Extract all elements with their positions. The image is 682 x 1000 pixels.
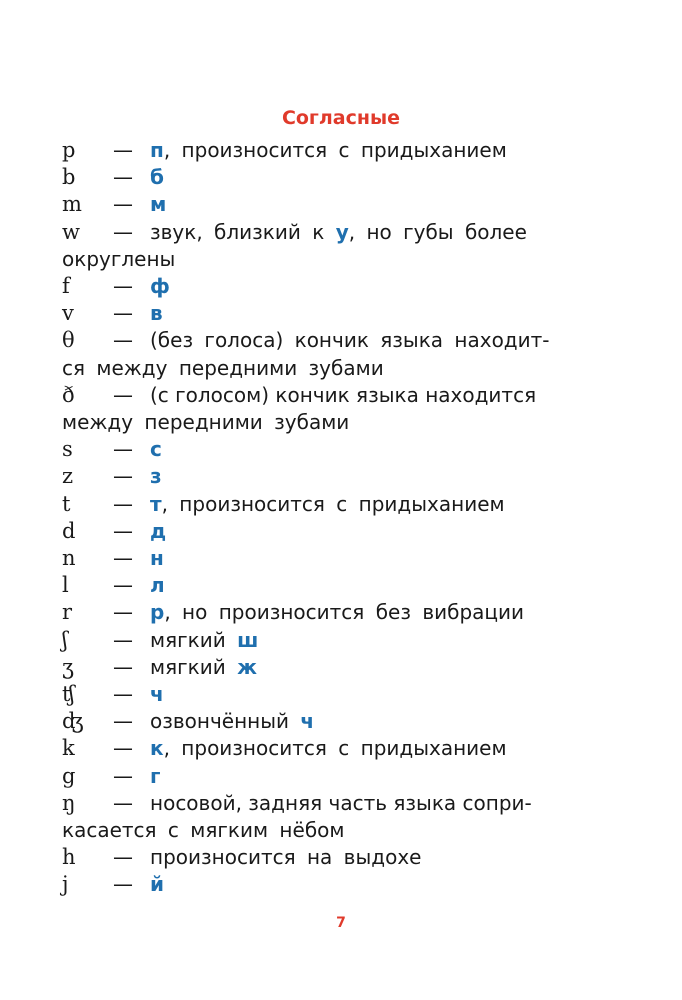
ipa-symbol: j — [62, 872, 69, 897]
consonant-row — [62, 300, 580, 327]
russian-letter: ж — [237, 654, 257, 679]
description — [150, 627, 580, 654]
russian-letter: р — [150, 600, 165, 625]
russian-letter: з — [150, 464, 162, 489]
description-continuation: округлены — [62, 246, 176, 271]
dash: — — [113, 274, 133, 299]
ipa-symbol: ʤ — [62, 709, 84, 734]
dash: — — [113, 382, 133, 407]
ipa-symbol: ʒ — [62, 654, 74, 679]
description-text: , произносится с придыханием — [161, 491, 505, 516]
ipa-symbol: d — [62, 518, 76, 543]
russian-letter: б — [150, 165, 164, 190]
consonant-row — [62, 191, 580, 218]
description: произносится на выдохе — [150, 845, 422, 870]
dash: — — [113, 763, 133, 788]
dash: — — [113, 491, 133, 516]
description — [150, 219, 580, 246]
dash: — — [113, 219, 133, 244]
ipa-symbol: p — [62, 138, 76, 162]
ipa-symbol: r — [62, 600, 73, 625]
description-text: , но губы более — [348, 219, 527, 244]
ipa-symbol: ð — [62, 382, 75, 407]
russian-letter: п — [150, 138, 164, 162]
consonant-list — [62, 137, 580, 899]
russian-letter: й — [150, 872, 165, 897]
russian-letter: ф — [150, 274, 170, 299]
russian-letter: г — [150, 763, 161, 788]
russian-letter: к — [150, 736, 164, 761]
dash: — — [113, 192, 133, 217]
description: (без голоса) кончик языка находит- — [150, 328, 550, 353]
consonant-row — [62, 599, 580, 626]
russian-letter: ш — [237, 627, 259, 652]
dash: — — [113, 573, 133, 598]
description — [150, 436, 580, 463]
consonant-row — [62, 327, 580, 381]
description — [150, 137, 580, 164]
ipa-symbol: n — [62, 546, 76, 571]
description: (с голосом) кончик языка находится — [150, 382, 537, 407]
russian-letter: с — [150, 437, 162, 462]
description-continuation: ся между передними зубами — [62, 355, 384, 380]
dash: — — [113, 301, 133, 326]
description — [150, 654, 580, 681]
dash: — — [113, 328, 133, 353]
dash: — — [113, 845, 133, 870]
consonant-row — [62, 219, 580, 273]
ipa-symbol: t — [62, 491, 71, 516]
dash: — — [113, 790, 133, 815]
consonant-row — [62, 436, 580, 463]
dash: — — [113, 872, 133, 897]
consonant-row — [62, 871, 580, 898]
dash: — — [113, 627, 133, 652]
description — [150, 300, 580, 327]
ipa-symbol: l — [62, 573, 69, 598]
dash: — — [113, 654, 133, 679]
description — [150, 463, 580, 490]
ipa-symbol: z — [62, 464, 74, 489]
page-title: Согласные — [281, 107, 401, 129]
dash: — — [113, 736, 133, 761]
russian-letter: т — [150, 491, 162, 516]
consonant-row — [62, 790, 580, 844]
ipa-symbol: g — [62, 763, 76, 788]
russian-letter: д — [150, 518, 167, 543]
dash: — — [113, 464, 133, 489]
description — [150, 191, 580, 218]
description-text: мягкий — [150, 654, 238, 679]
description-text: звук, близкий к — [150, 219, 336, 244]
consonant-row — [62, 681, 580, 708]
consonant-row — [62, 463, 580, 490]
russian-letter: л — [150, 573, 165, 598]
description — [150, 572, 580, 599]
dash: — — [113, 709, 133, 734]
consonant-row — [62, 273, 580, 300]
ipa-symbol: m — [62, 192, 82, 217]
ipa-symbol: ŋ — [62, 790, 76, 815]
consonant-row — [62, 137, 580, 164]
consonant-row — [62, 491, 580, 518]
russian-letter: ч — [300, 709, 315, 734]
ipa-symbol: ʧ — [62, 682, 75, 707]
consonant-row — [62, 164, 580, 191]
description — [150, 735, 580, 762]
description-continuation: между передними зубами — [62, 410, 350, 435]
ipa-symbol: v — [62, 301, 74, 326]
consonant-row — [62, 708, 580, 735]
russian-letter: н — [150, 546, 164, 571]
description — [150, 599, 580, 626]
description-text: , но произносится без вибрации — [164, 600, 525, 625]
dash: — — [113, 165, 133, 190]
description — [150, 164, 580, 191]
ipa-symbol: s — [62, 437, 73, 462]
consonant-row — [62, 627, 580, 654]
consonant-row — [62, 545, 580, 572]
description — [150, 763, 580, 790]
ipa-symbol: w — [62, 219, 80, 244]
dash: — — [113, 682, 133, 707]
description — [150, 871, 580, 898]
consonant-row — [62, 382, 580, 436]
dash: — — [113, 138, 133, 162]
description-text: , произносится с придыханием — [163, 138, 507, 162]
russian-letter: у — [335, 219, 349, 244]
dash: — — [113, 546, 133, 571]
dash: — — [113, 437, 133, 462]
description — [150, 518, 580, 545]
consonant-row — [62, 763, 580, 790]
ipa-symbol: θ — [62, 328, 75, 353]
consonant-row — [62, 735, 580, 762]
description-text: мягкий — [150, 627, 238, 652]
description — [150, 681, 580, 708]
ipa-symbol: f — [62, 274, 70, 299]
consonant-row — [62, 654, 580, 681]
consonant-row — [62, 572, 580, 599]
consonant-row — [62, 844, 580, 871]
ipa-symbol: k — [62, 736, 75, 761]
dash: — — [113, 600, 133, 625]
ipa-symbol: b — [62, 165, 76, 190]
ipa-symbol: ʃ — [62, 627, 68, 652]
description — [150, 708, 580, 735]
description — [150, 545, 580, 572]
russian-letter: м — [150, 192, 167, 217]
page-number: 7 — [336, 915, 346, 931]
description: носовой, задняя часть языка сопри- — [150, 790, 532, 815]
description — [150, 491, 580, 518]
russian-letter: ч — [150, 682, 164, 707]
description-text: , произносится с придыханием — [163, 736, 507, 761]
ipa-symbol: h — [62, 845, 76, 870]
description-continuation: касается с мягким нёбом — [62, 818, 345, 843]
description-text: озвончённый — [150, 709, 301, 734]
consonant-row — [62, 518, 580, 545]
russian-letter: в — [150, 301, 163, 326]
dash: — — [113, 518, 133, 543]
description — [150, 273, 580, 300]
